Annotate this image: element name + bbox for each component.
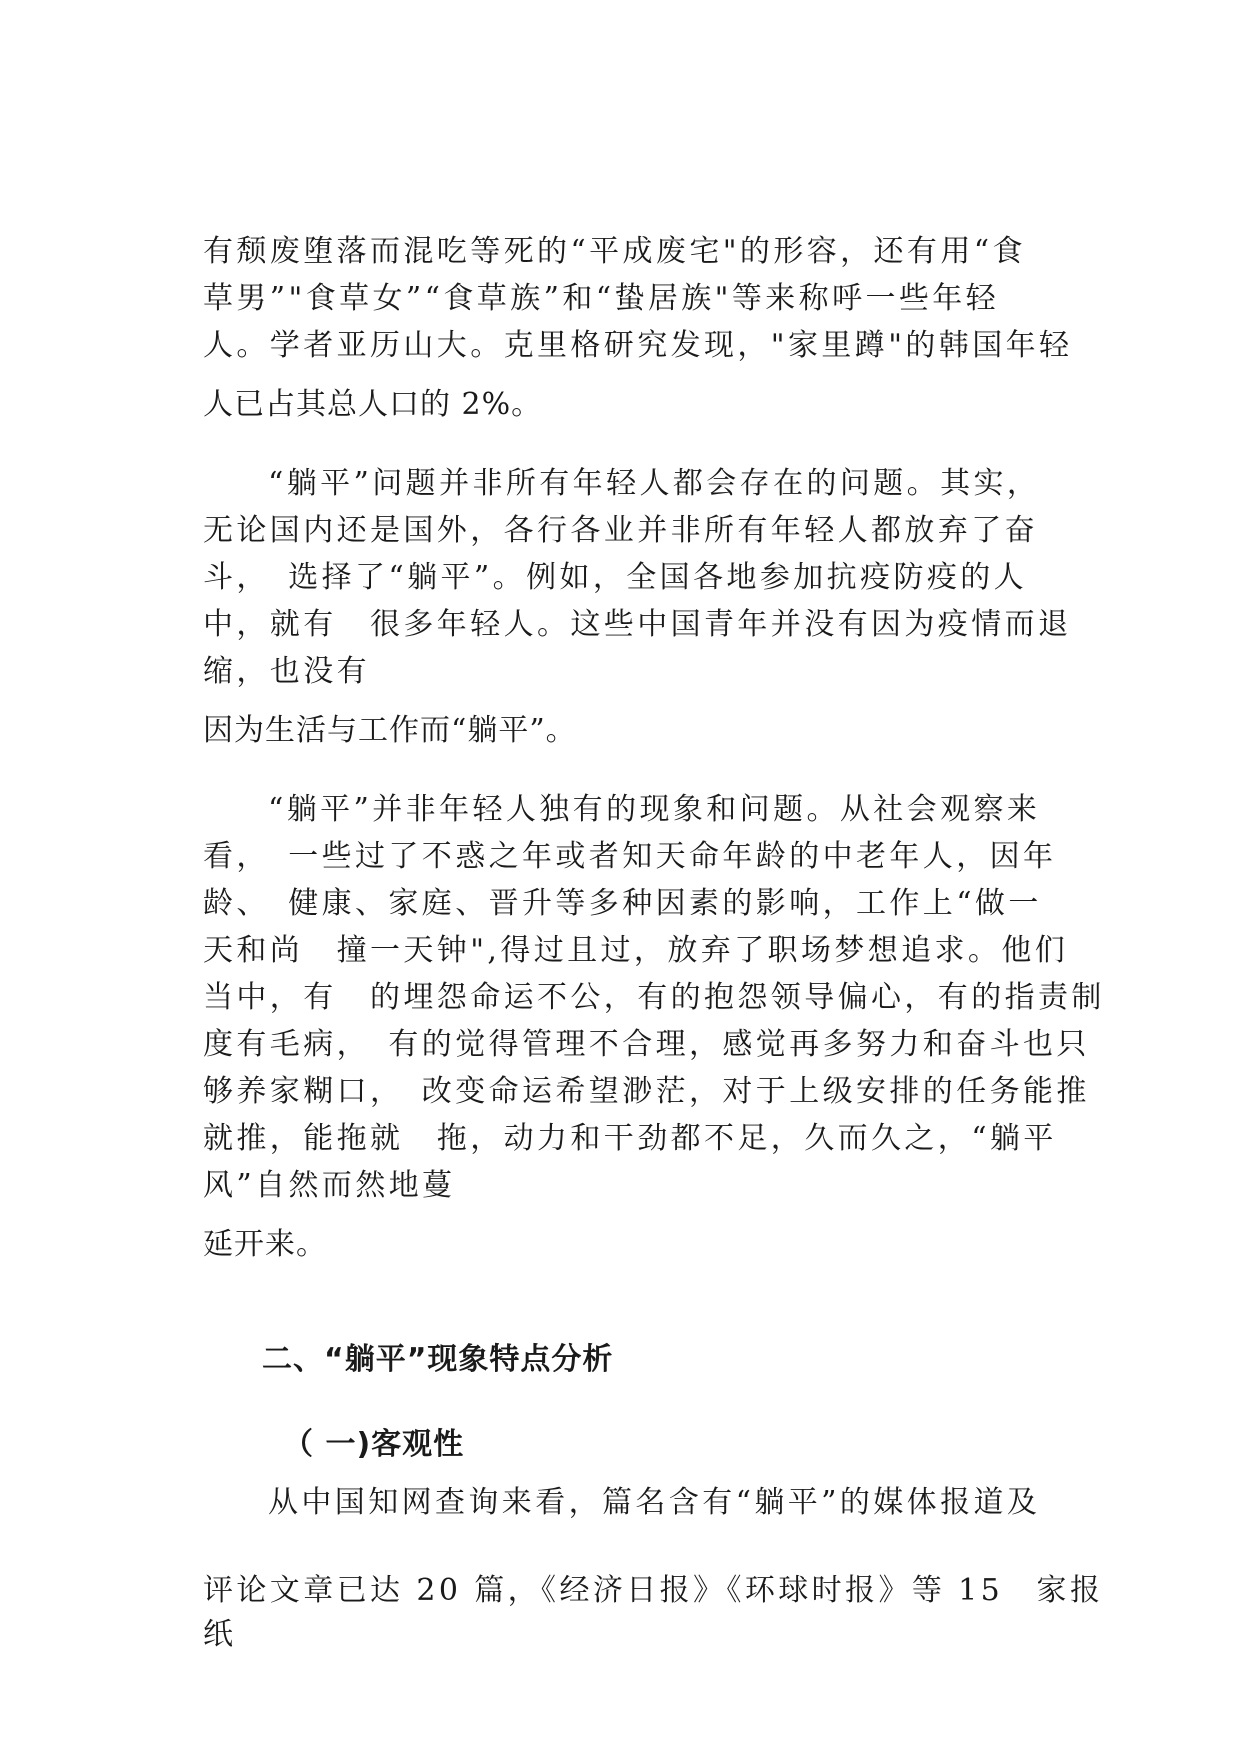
- text-line: 够养家糊口， 改变命运希望渺茫，对于上级安排的任务能推: [203, 1074, 1090, 1109]
- text-line: 当中，有 的埋怨命运不公，有的抱怨领导偏心，有的指责制: [203, 980, 1105, 1015]
- text-line: 看， 一些过了不惑之年或者知天命年龄的中老年人，因年: [203, 839, 1057, 874]
- text-line: 缩，也没有: [203, 654, 370, 689]
- text-line: 度有毛病， 有的觉得管理不合理，感觉再多努力和奋斗也只: [203, 1027, 1090, 1062]
- text-line: 天和尚 撞一天钟",得过且过，放弃了职场梦想追求。他们: [203, 933, 1069, 968]
- text-line: 有颓废堕落而混吃等死的“平成废宅"的形容，还有用“食: [203, 234, 1026, 269]
- text-line: 纸: [203, 1617, 237, 1652]
- text-line: 从中国知网查询来看，篇名含有“躺平”的媒体报道及: [268, 1485, 1041, 1520]
- subsection-heading: （ 一)客观性: [283, 1427, 465, 1462]
- text-line: 中，就有 很多年轻人。这些中国青年并没有因为疫情而退: [203, 607, 1072, 642]
- text-line: 因为生活与工作而“躺平”。: [203, 713, 577, 748]
- text-line: 就推，能拖就 拖，动力和干劲都不足，久而久之，“躺平: [203, 1121, 1057, 1156]
- text-line: 无论国内还是国外，各行各业并非所有年轻人都放弃了奋: [203, 513, 1038, 548]
- text-line: “躺平”问题并非所有年轻人都会存在的问题。其实，: [268, 466, 1041, 501]
- text-line: 龄、 健康、家庭、晋升等多种因素的影响，工作上“做一: [203, 886, 1042, 921]
- text-line: “躺平”并非年轻人独有的现象和问题。从社会观察来: [268, 792, 1041, 827]
- text-line: 斗， 选择了“躺平”。例如，全国各地参加抗疫防疫的人: [203, 560, 1028, 595]
- text-line: 延开来。: [203, 1227, 327, 1262]
- text-line: 人已占其总人口的 2%。: [203, 387, 543, 422]
- section-heading: 二、“躺平”现象特点分析: [262, 1342, 614, 1377]
- text-line: 草男”"食草女”“食草族”和“蛰居族"等来称呼一些年轻: [203, 281, 1000, 316]
- text-line: 评论文章已达 20 篇，《经济日报》《环球时报》等 15 家报: [203, 1573, 1104, 1608]
- text-line: 人。学者亚历山大。克里格研究发现，"家里蹲"的韩国年轻: [203, 328, 1073, 363]
- text-line: 风”自然而然地蔓: [203, 1168, 456, 1203]
